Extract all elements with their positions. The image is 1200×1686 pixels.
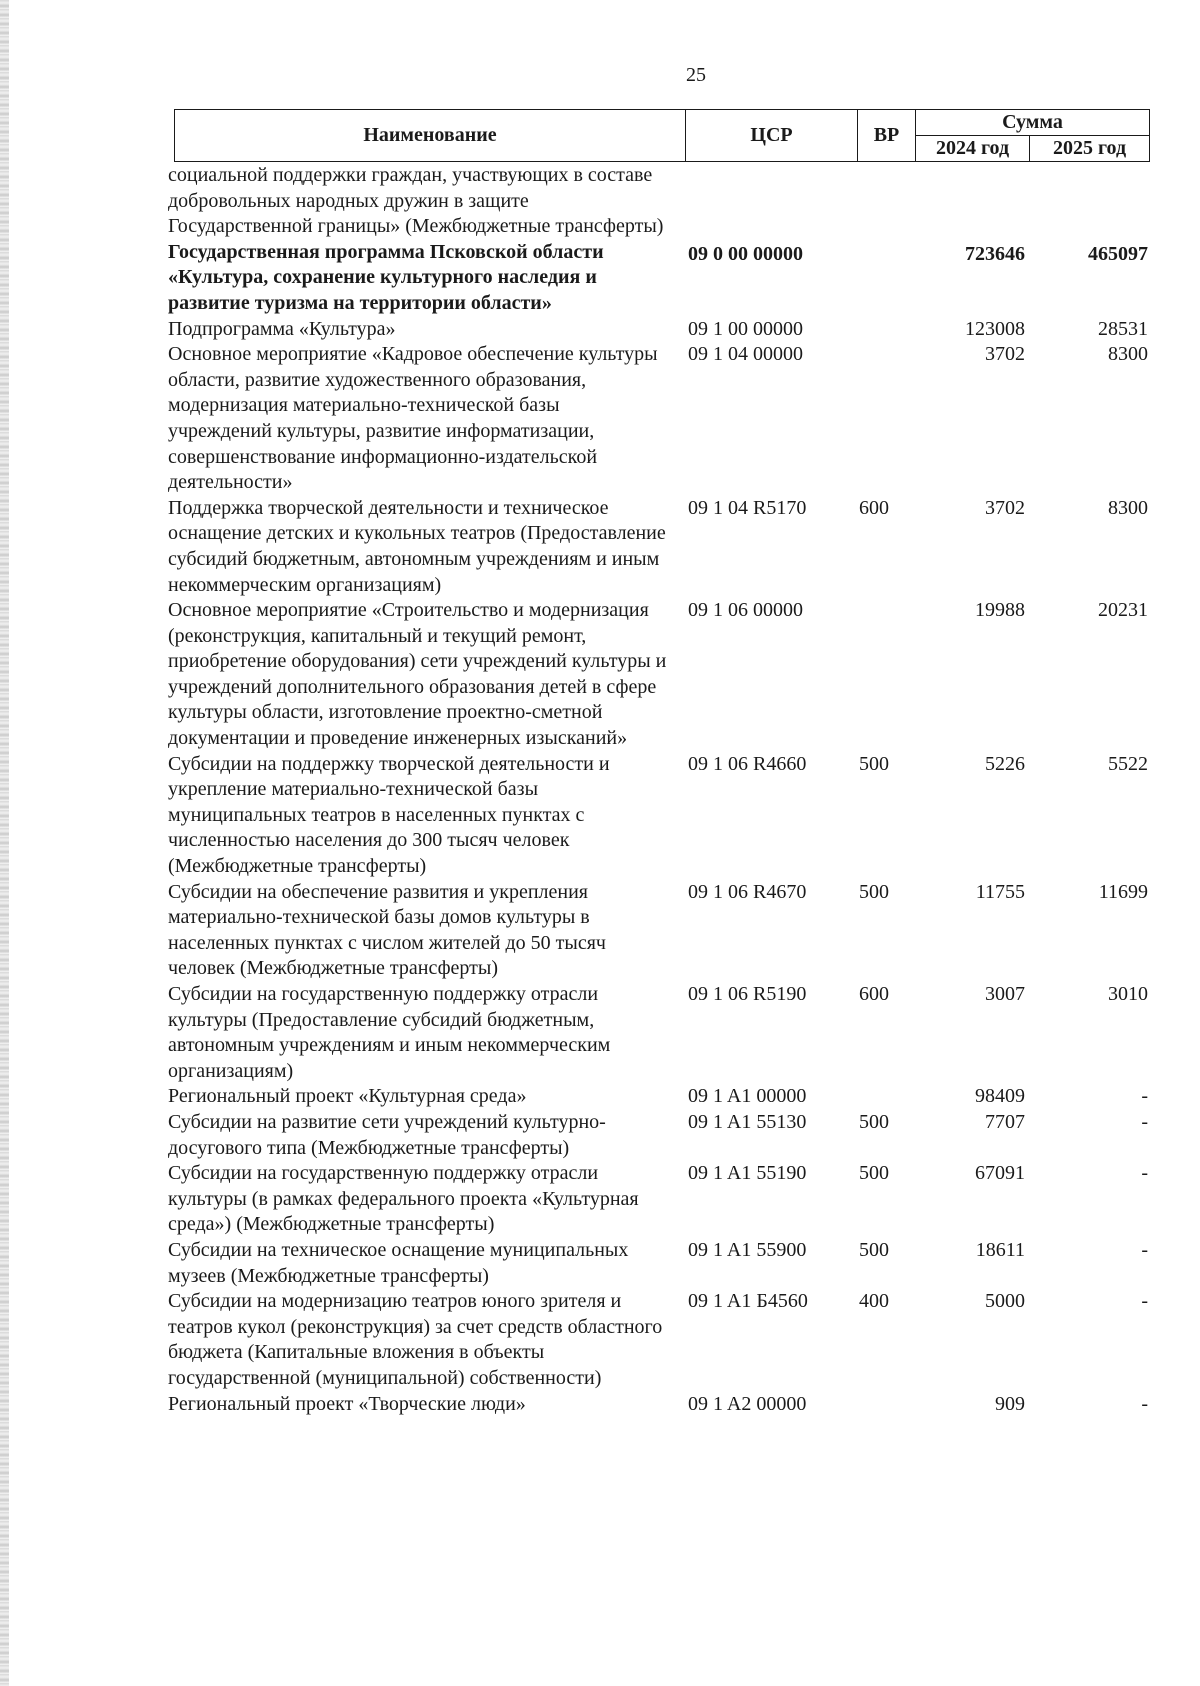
cell-2025: -: [1141, 1110, 1148, 1133]
header-name: Наименование: [175, 110, 686, 161]
cell-2024: 7707: [985, 1110, 1025, 1133]
cell-2025: -: [1141, 1085, 1148, 1108]
table-row: [168, 240, 1148, 317]
cell-vr: 600: [859, 496, 889, 519]
table-row: [168, 317, 1148, 343]
cell-csr: 09 1 A1 Б4560: [688, 1290, 808, 1313]
cell-name: социальной поддержки граждан, участвующих в составе добровольных народных дружин в защите Государственной границы» (Межбюджетные трансферты): [168, 164, 664, 238]
cell-2025: 465097: [1088, 242, 1148, 265]
cell-csr: 09 1 A1 55900: [688, 1238, 807, 1261]
cell-2025: [1025, 163, 1148, 240]
table-header: [174, 109, 1150, 162]
cell-name: Основное мероприятие «Строительство и модернизация (реконструкция, капитальный и текущий ремонт, приобретение оборудования) сети учреждений культуры и учреждений дополнительного образования детей в сфере культуры области, изготовление проектно-сметной документации и проведение инженерных изысканий»: [168, 599, 667, 750]
cell-2024: 18611: [975, 1238, 1025, 1261]
table-row: [168, 342, 1148, 496]
header-sum: Сумма: [916, 110, 1149, 136]
table-row: [168, 598, 1148, 752]
header-year-2025: 2025 год: [1052, 137, 1127, 159]
cell-name: Субсидии на обеспечение развития и укрепления материально-технической базы домов культуры в населенных пунктах с числом жителей до 50 тысяч человек (Межбюджетные трансферты): [168, 880, 606, 980]
table-row: [168, 1289, 1148, 1391]
cell-2025: 8300: [1108, 496, 1148, 519]
table-body: [168, 163, 1148, 1417]
cell-csr: 09 1 06 R4670: [688, 880, 807, 903]
cell-csr: 09 1 04 R5170: [688, 496, 807, 519]
cell-csr: 09 1 06 00000: [688, 599, 803, 622]
scan-edge: [0, 0, 9, 1686]
cell-2024: 67091: [975, 1162, 1025, 1185]
table-row: [168, 1392, 1148, 1418]
cell-vr: [849, 342, 899, 496]
cell-vr: 400: [859, 1290, 889, 1313]
cell-2025: -: [1141, 1238, 1148, 1261]
cell-name: Региональный проект «Культурная среда»: [168, 1085, 527, 1108]
cell-2025: 8300: [1108, 343, 1148, 366]
cell-csr: 09 1 A2 00000: [688, 1392, 807, 1415]
table-row: [168, 752, 1148, 880]
cell-name: Государственная программа Псковской области «Культура, сохранение культурного наследия и развитие туризма на территории области»: [168, 240, 604, 314]
cell-name: Основное мероприятие «Кадровое обеспечение культуры области, развитие художественного образования, модернизация материально-технической базы учреждений культуры, развитие информатизации, совершенствование информационно-издательской деятельности»: [168, 343, 658, 494]
cell-name: Субсидии на техническое оснащение муниципальных музеев (Межбюджетные трансферты): [168, 1238, 629, 1287]
cell-2024: 909: [995, 1392, 1025, 1415]
cell-vr: [849, 1392, 899, 1418]
cell-vr: [849, 317, 899, 343]
cell-2024: 11755: [975, 880, 1025, 903]
cell-vr: 500: [859, 1110, 889, 1133]
table-row: [168, 496, 1148, 598]
cell-2025: 28531: [1098, 317, 1148, 340]
cell-name: Субсидии на государственную поддержку отрасли культуры (Предоставление субсидий бюджетным, автономным учреждениям и иным некоммерческим организациям): [168, 983, 611, 1082]
cell-csr: 09 0 00 00000: [688, 242, 803, 265]
cell-2024: [899, 163, 1025, 240]
cell-2024: 5226: [985, 752, 1025, 775]
cell-csr: 09 1 A1 55190: [688, 1162, 807, 1185]
cell-2024: 5000: [985, 1290, 1025, 1313]
cell-csr: 09 1 06 R4660: [688, 752, 807, 775]
cell-csr: 09 1 A1 00000: [688, 1085, 807, 1108]
cell-vr: 500: [859, 1162, 889, 1185]
table-row: [168, 1161, 1148, 1238]
cell-2024: 723646: [965, 242, 1025, 265]
cell-csr: 09 1 00 00000: [688, 317, 803, 340]
cell-vr: 600: [859, 983, 889, 1005]
cell-csr: 09 1 06 R5190: [688, 983, 807, 1005]
cell-vr: [849, 1084, 899, 1110]
cell-vr: [849, 163, 899, 240]
cell-name: Субсидии на государственную поддержку отрасли культуры (в рамках федерального проекта «Культурная среда») (Межбюджетные трансферты): [168, 1162, 639, 1236]
cell-vr: [849, 598, 899, 752]
cell-csr: 09 1 A1 55130: [688, 1110, 807, 1133]
cell-2025: -: [1141, 1392, 1148, 1415]
header-year-2024: 2024 год: [916, 136, 1030, 161]
cell-2024: 3007: [985, 983, 1025, 1005]
cell-name: Подпрограмма «Культура»: [168, 317, 396, 340]
cell-2024: 98409: [975, 1085, 1025, 1108]
table-row: [168, 163, 1148, 240]
table-row: [168, 982, 1148, 1084]
cell-2025: 3010: [1108, 983, 1148, 1005]
cell-2024: 19988: [975, 599, 1025, 622]
cell-2024: 3702: [985, 496, 1025, 519]
cell-2025: 20231: [1098, 599, 1148, 622]
table-row: [168, 1084, 1148, 1110]
cell-2025: -: [1141, 1290, 1148, 1313]
page-number: 25: [686, 64, 706, 86]
cell-2024: 123008: [965, 317, 1025, 340]
cell-name: Субсидии на развитие сети учреждений культурно-досугового типа (Межбюджетные трансферты): [168, 1110, 606, 1159]
cell-vr: [849, 240, 899, 317]
cell-2025: 11699: [1098, 880, 1148, 903]
cell-2025: -: [1141, 1162, 1148, 1185]
header-csr: ЦСР: [686, 110, 858, 161]
cell-name: Субсидии на поддержку творческой деятельности и укрепление материально-технической базы муниципальных театров в населенных пунктах с численностью населения до 300 тысяч человек (Межбюджетные трансферты): [168, 752, 610, 878]
cell-vr: 500: [859, 1238, 889, 1261]
cell-name: Субсидии на модернизацию театров юного зрителя и театров кукол (реконструкция) за счет средств областного бюджета (Капитальные вложения в объекты государственной (муниципальной) собственности): [168, 1290, 663, 1389]
table-row: [168, 880, 1148, 982]
cell-vr: 500: [859, 752, 889, 775]
cell-2024: 3702: [985, 343, 1025, 366]
cell-name: Региональный проект «Творческие люди»: [168, 1392, 526, 1415]
table-row: [168, 1110, 1148, 1161]
cell-name: Поддержка творческой деятельности и техническое оснащение детских и кукольных театров (Предоставление субсидий бюджетным, автономным учреждениям и иным некоммерческим организациям): [168, 496, 666, 596]
cell-2025: 5522: [1108, 752, 1148, 775]
cell-csr: [668, 163, 849, 240]
cell-vr: 500: [859, 880, 889, 903]
cell-csr: 09 1 04 00000: [688, 343, 803, 366]
header-vr: ВР: [858, 110, 916, 161]
table-row: [168, 1238, 1148, 1289]
